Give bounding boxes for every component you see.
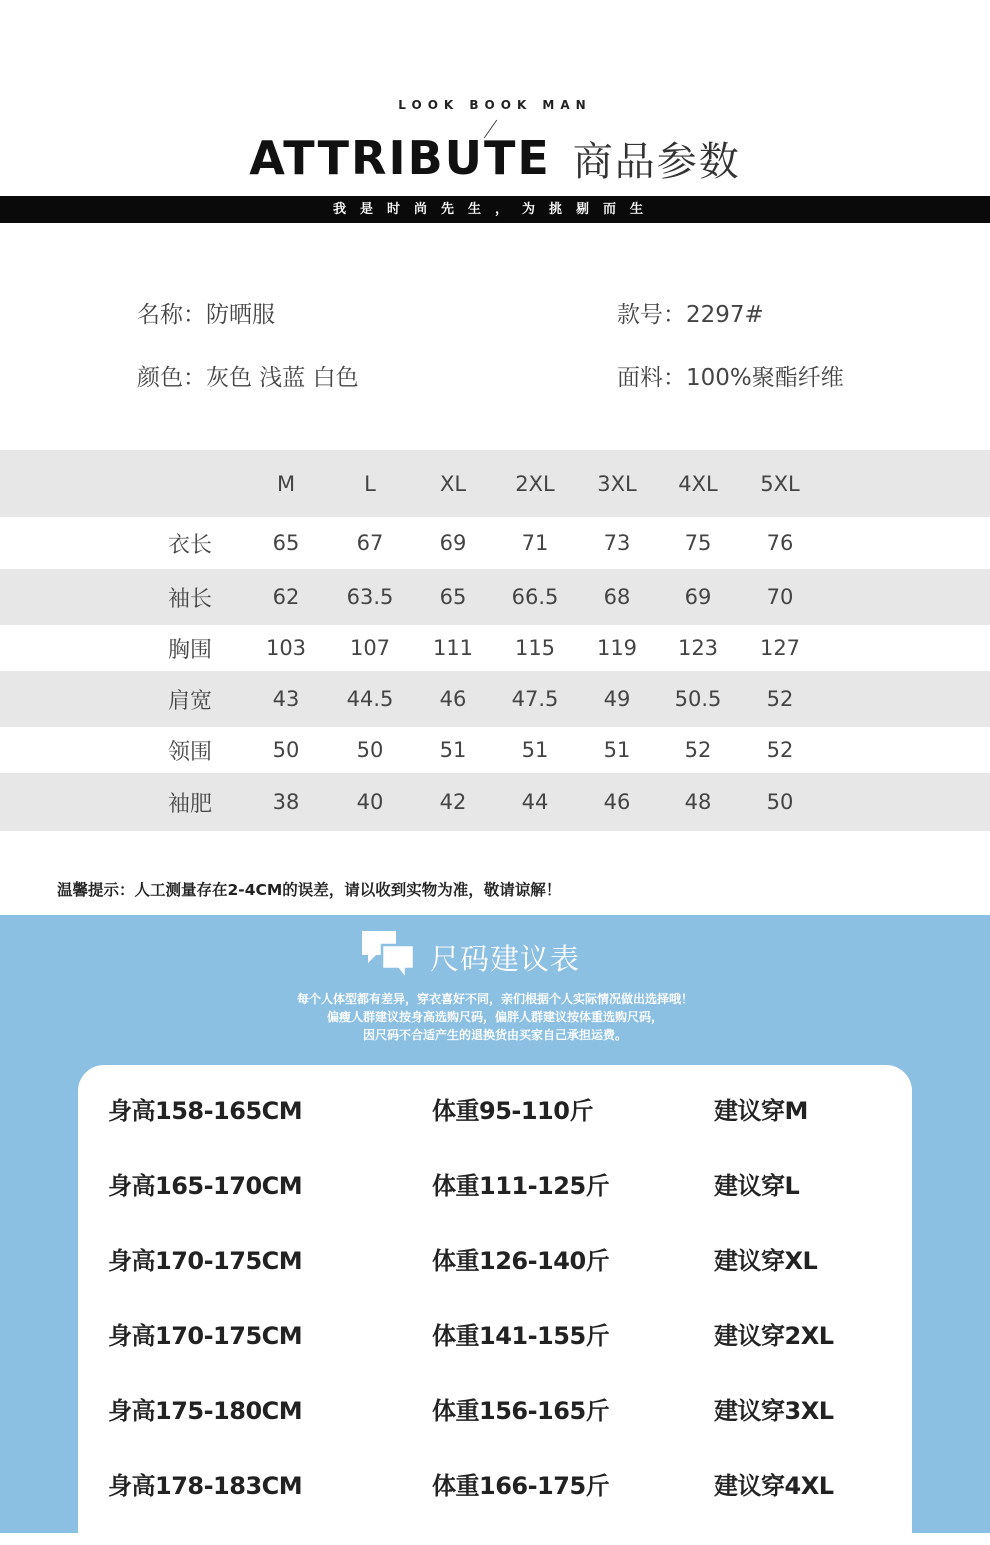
- product-name: 名称：防晒服: [137, 302, 275, 328]
- table-cell: 127: [759, 636, 801, 660]
- description-line: 偏瘦人群建议按身高选购尺码，偏胖人群建议按体重选购尺码，: [326, 1010, 663, 1024]
- table-cell: 50: [272, 738, 300, 762]
- list-item: [78, 1391, 912, 1431]
- product-style-number: 款号：2297#: [617, 302, 764, 328]
- table-cell: 49: [603, 687, 631, 711]
- list-item: [78, 1316, 912, 1356]
- lookbook-eyebrow: LOOK BOOK MAN: [398, 98, 592, 112]
- table-cell: 50: [766, 790, 794, 814]
- row-label: 领围: [167, 739, 212, 765]
- table-row: [0, 671, 990, 727]
- column-header: 2XL: [515, 471, 555, 496]
- list-item: [78, 1166, 912, 1206]
- table-cell: 52: [684, 738, 712, 762]
- table-cell: 47.5: [511, 687, 559, 711]
- table-cell: 51: [521, 738, 549, 762]
- table-cell: 73: [603, 531, 631, 555]
- row-label: 衣长: [167, 532, 212, 558]
- table-cell: 46: [603, 790, 631, 814]
- table-cell: 42: [439, 790, 467, 814]
- height-range: 身高165-170CM: [108, 1172, 303, 1200]
- suggested-size: 建议穿3XL: [714, 1397, 834, 1425]
- column-header: M: [276, 471, 296, 496]
- suggested-size: 建议穿L: [714, 1172, 800, 1200]
- column-header: L: [364, 471, 376, 496]
- suggested-size: 建议穿XL: [714, 1247, 818, 1275]
- title-chinese: 商品参数: [572, 138, 741, 185]
- column-header: 3XL: [597, 471, 637, 496]
- table-cell: 103: [265, 636, 307, 660]
- product-colors: 颜色：灰色 浅蓝 白色: [137, 365, 359, 391]
- description-line: 因尺码不合适产生的退换货由买家自己承担运费。: [362, 1028, 627, 1042]
- column-header: 4XL: [678, 471, 718, 496]
- table-cell: 43: [272, 687, 300, 711]
- title-english: ATTRIBUTE: [249, 131, 551, 185]
- slogan-bar: 我是时尚先生，为挑剔而生: [0, 196, 990, 223]
- chat-bubbles-icon: [360, 929, 416, 981]
- table-row: [0, 625, 990, 671]
- table-cell: 68: [603, 585, 631, 609]
- table-cell: 107: [349, 636, 391, 660]
- size-recommendation-section: [0, 915, 990, 1533]
- row-label: 胸围: [167, 637, 212, 663]
- size-table-header: [0, 450, 990, 517]
- table-cell: 65: [272, 531, 300, 555]
- table-cell: 40: [356, 790, 384, 814]
- header: [0, 0, 990, 230]
- size-table: [0, 450, 990, 831]
- table-cell: 115: [514, 636, 556, 660]
- table-cell: 52: [766, 738, 794, 762]
- table-cell: 69: [439, 531, 467, 555]
- description-line: 每个人体型都有差异，穿衣喜好不同，亲们根据个人实际情况做出选择哦！: [296, 992, 693, 1006]
- list-item: [78, 1091, 912, 1131]
- table-cell: 67: [356, 531, 384, 555]
- suggested-size: 建议穿2XL: [714, 1322, 834, 1350]
- table-cell: 48: [684, 790, 712, 814]
- height-range: 身高175-180CM: [108, 1397, 303, 1425]
- table-cell: 51: [439, 738, 467, 762]
- table-cell: 65: [439, 585, 467, 609]
- table-cell: 52: [766, 687, 794, 711]
- table-cell: 76: [766, 531, 794, 555]
- table-cell: 44.5: [346, 687, 394, 711]
- row-label: 袖肥: [167, 791, 212, 817]
- height-range: 身高170-175CM: [108, 1247, 303, 1275]
- weight-range: 体重111-125斤: [432, 1172, 610, 1200]
- measurement-notice: 温馨提示：人工测量存在2-4CM的误差，请以收到实物为准，敬请谅解！: [57, 881, 562, 899]
- weight-range: 体重166-175斤: [432, 1472, 610, 1500]
- table-cell: 71: [521, 531, 549, 555]
- weight-range: 体重156-165斤: [432, 1397, 610, 1425]
- table-cell: 69: [684, 585, 712, 609]
- product-fabric: 面料：100%聚酯纤维: [617, 365, 844, 391]
- column-header: 5XL: [760, 471, 800, 496]
- height-range: 身高158-165CM: [108, 1097, 303, 1125]
- column-header: XL: [439, 471, 467, 496]
- table-row: [0, 727, 990, 773]
- table-cell: 62: [272, 585, 300, 609]
- height-range: 身高178-183CM: [108, 1472, 303, 1500]
- row-label: 肩宽: [167, 688, 212, 714]
- table-row: [0, 569, 990, 625]
- row-label: 袖长: [167, 586, 212, 612]
- recommendation-description: [0, 990, 990, 1044]
- table-cell: 46: [439, 687, 467, 711]
- list-item: [78, 1466, 912, 1506]
- title-row: [0, 128, 990, 188]
- table-cell: 50.5: [674, 687, 722, 711]
- weight-range: 体重126-140斤: [432, 1247, 610, 1275]
- height-range: 身高170-175CM: [108, 1322, 303, 1350]
- suggested-size: 建议穿4XL: [714, 1472, 834, 1500]
- table-cell: 63.5: [346, 585, 394, 609]
- weight-range: 体重141-155斤: [432, 1322, 610, 1350]
- table-cell: 111: [432, 636, 474, 660]
- weight-range: 体重95-110斤: [432, 1097, 593, 1125]
- table-cell: 75: [684, 531, 712, 555]
- recommendation-title: 尺码建议表: [430, 942, 581, 976]
- list-item: [78, 1241, 912, 1281]
- table-cell: 50: [356, 738, 384, 762]
- table-cell: 123: [677, 636, 719, 660]
- table-cell: 44: [521, 790, 549, 814]
- table-row: [0, 517, 990, 569]
- table-cell: 38: [272, 790, 300, 814]
- table-cell: 119: [596, 636, 638, 660]
- table-cell: 66.5: [511, 585, 559, 609]
- suggested-size: 建议穿M: [714, 1097, 808, 1125]
- recommendation-card: [78, 1065, 912, 1545]
- table-cell: 51: [603, 738, 631, 762]
- table-row: [0, 773, 990, 831]
- table-cell: 70: [766, 585, 794, 609]
